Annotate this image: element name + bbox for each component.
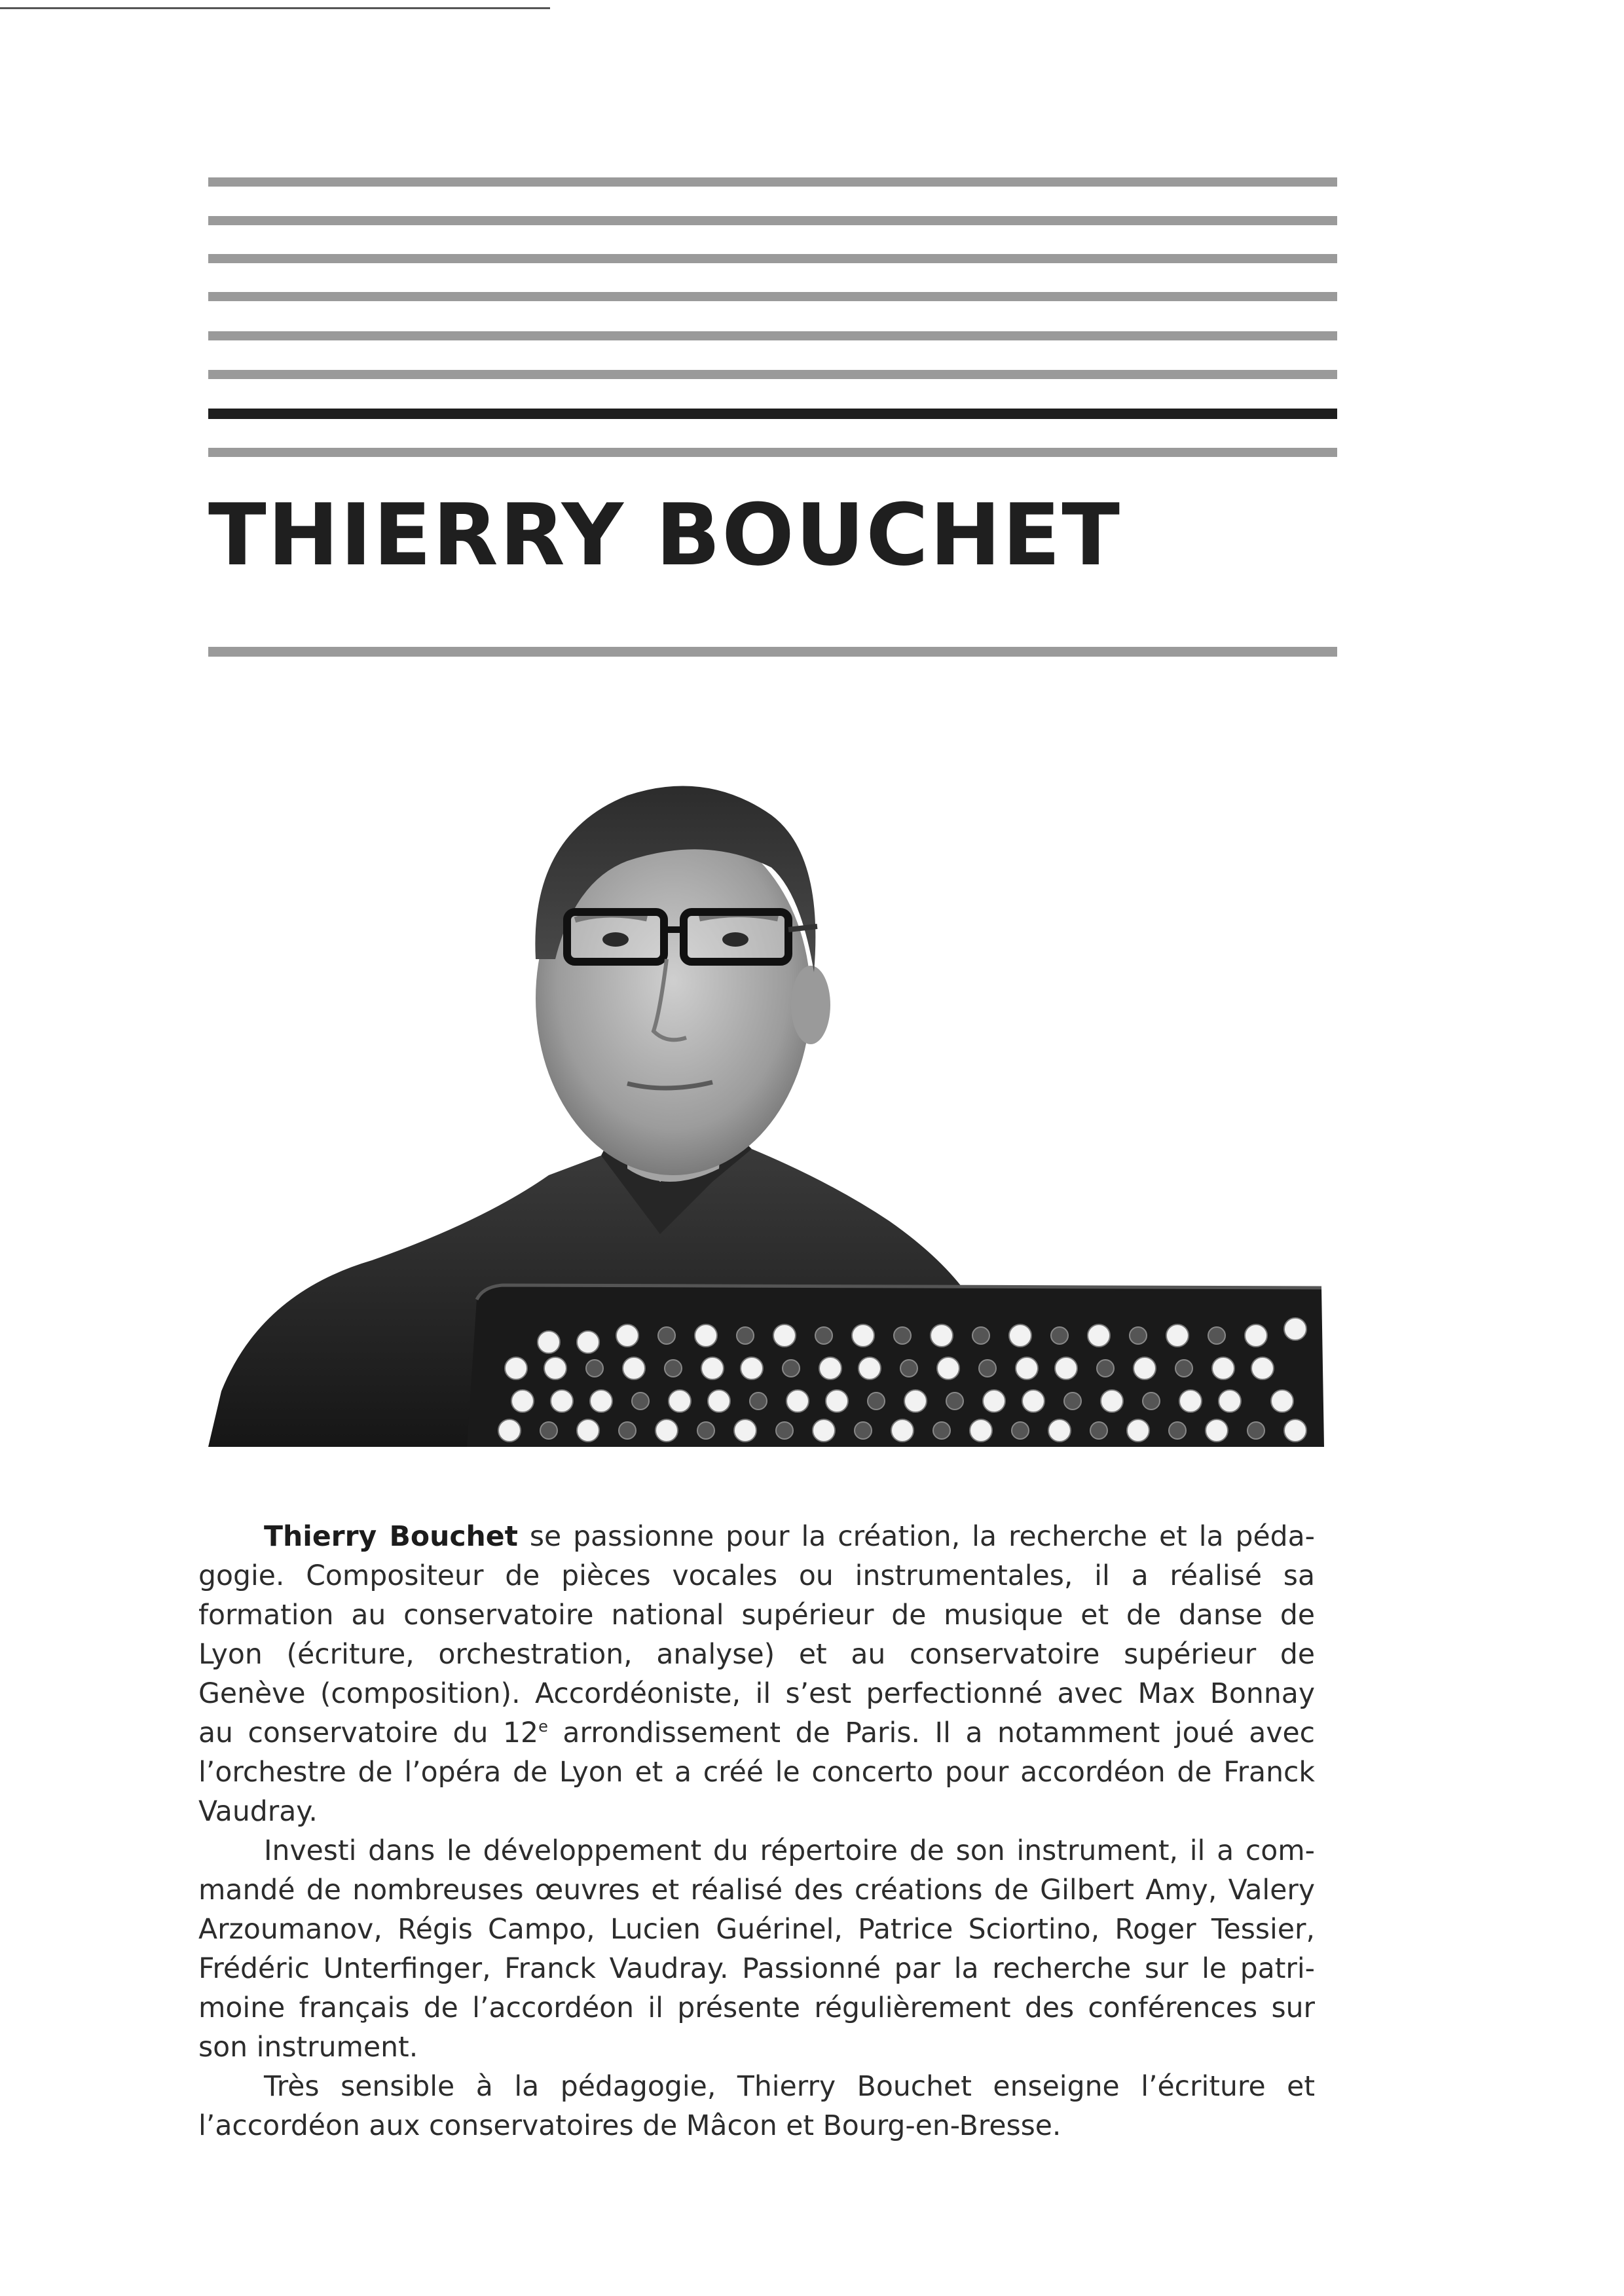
text-line: Très sensible à la pédagogie, Thierry Bouchet enseigne l’écriture et xyxy=(264,2071,1315,2103)
text-line: Vaudray. xyxy=(198,1796,318,1828)
text-line: Genève (composition). Accordéoniste, il s’est perfectionné avec Max Bonnay xyxy=(198,1678,1315,1710)
text-line: moine français de l’accordéon il présente régulièrement des conférences sur xyxy=(198,1992,1315,2024)
text-span: au conservatoire du 12 xyxy=(198,1717,539,1749)
text-line: mandé de nombreuses œuvres et réalisé des créations de Gilbert Amy, Valery xyxy=(198,1874,1315,1906)
header-stripe xyxy=(208,216,1337,225)
text-span: se passionne pour la création, la recherche et la péda- xyxy=(529,1521,1315,1553)
text-line xyxy=(198,1518,1315,1557)
page-title: THIERRY BOUCHET xyxy=(208,485,1121,585)
header-stripe xyxy=(208,254,1337,263)
text-line: Investi dans le développement du répertoire de son instrument, il a com- xyxy=(264,1835,1315,1867)
superscript: e xyxy=(538,1717,548,1736)
text-line: Arzoumanov, Régis Campo, Lucien Guérinel, Patrice Sciortino, Roger Tessier, xyxy=(198,1914,1315,1946)
bio-paragraph-1 xyxy=(198,1518,1315,1832)
header-stripe xyxy=(208,370,1337,379)
text-span: arrondissement de Paris. Il a notamment joué avec xyxy=(547,1717,1315,1749)
header-stripe xyxy=(208,331,1337,340)
header-stripe xyxy=(208,292,1337,301)
header-stripe-dark xyxy=(208,409,1337,419)
bio-paragraph-2 xyxy=(198,1832,1315,2068)
header-stripe xyxy=(208,177,1337,187)
text-line: gogie. Compositeur de pièces vocales ou instrumentales, il a réalisé sa xyxy=(198,1560,1315,1592)
bio-name: Thierry Bouchet xyxy=(264,1521,518,1553)
text-line: formation au conservatoire national supérieur de musique et de danse de xyxy=(198,1599,1315,1631)
text-line: Lyon (écriture, orchestration, analyse) et au conservatoire supérieur de xyxy=(198,1639,1315,1671)
top-edge-rule xyxy=(0,7,550,9)
title-underline-stripe xyxy=(208,647,1337,657)
text-line: l’accordéon aux conservatoires de Mâcon et Bourg-en-Bresse. xyxy=(198,2110,1061,2142)
text-line: l’orchestre de l’opéra de Lyon et a créé le concerto pour accordéon de Franck xyxy=(198,1757,1315,1789)
text-line: Frédéric Unterfinger, Franck Vaudray. Passionné par la recherche sur le patri- xyxy=(198,1953,1315,1985)
biography xyxy=(198,1518,1315,2146)
portrait-photo xyxy=(208,723,1324,1447)
text-line xyxy=(198,1714,1315,1753)
bio-paragraph-3 xyxy=(198,2068,1315,2146)
header-stripe xyxy=(208,448,1337,457)
text-line: son instrument. xyxy=(198,2032,418,2064)
